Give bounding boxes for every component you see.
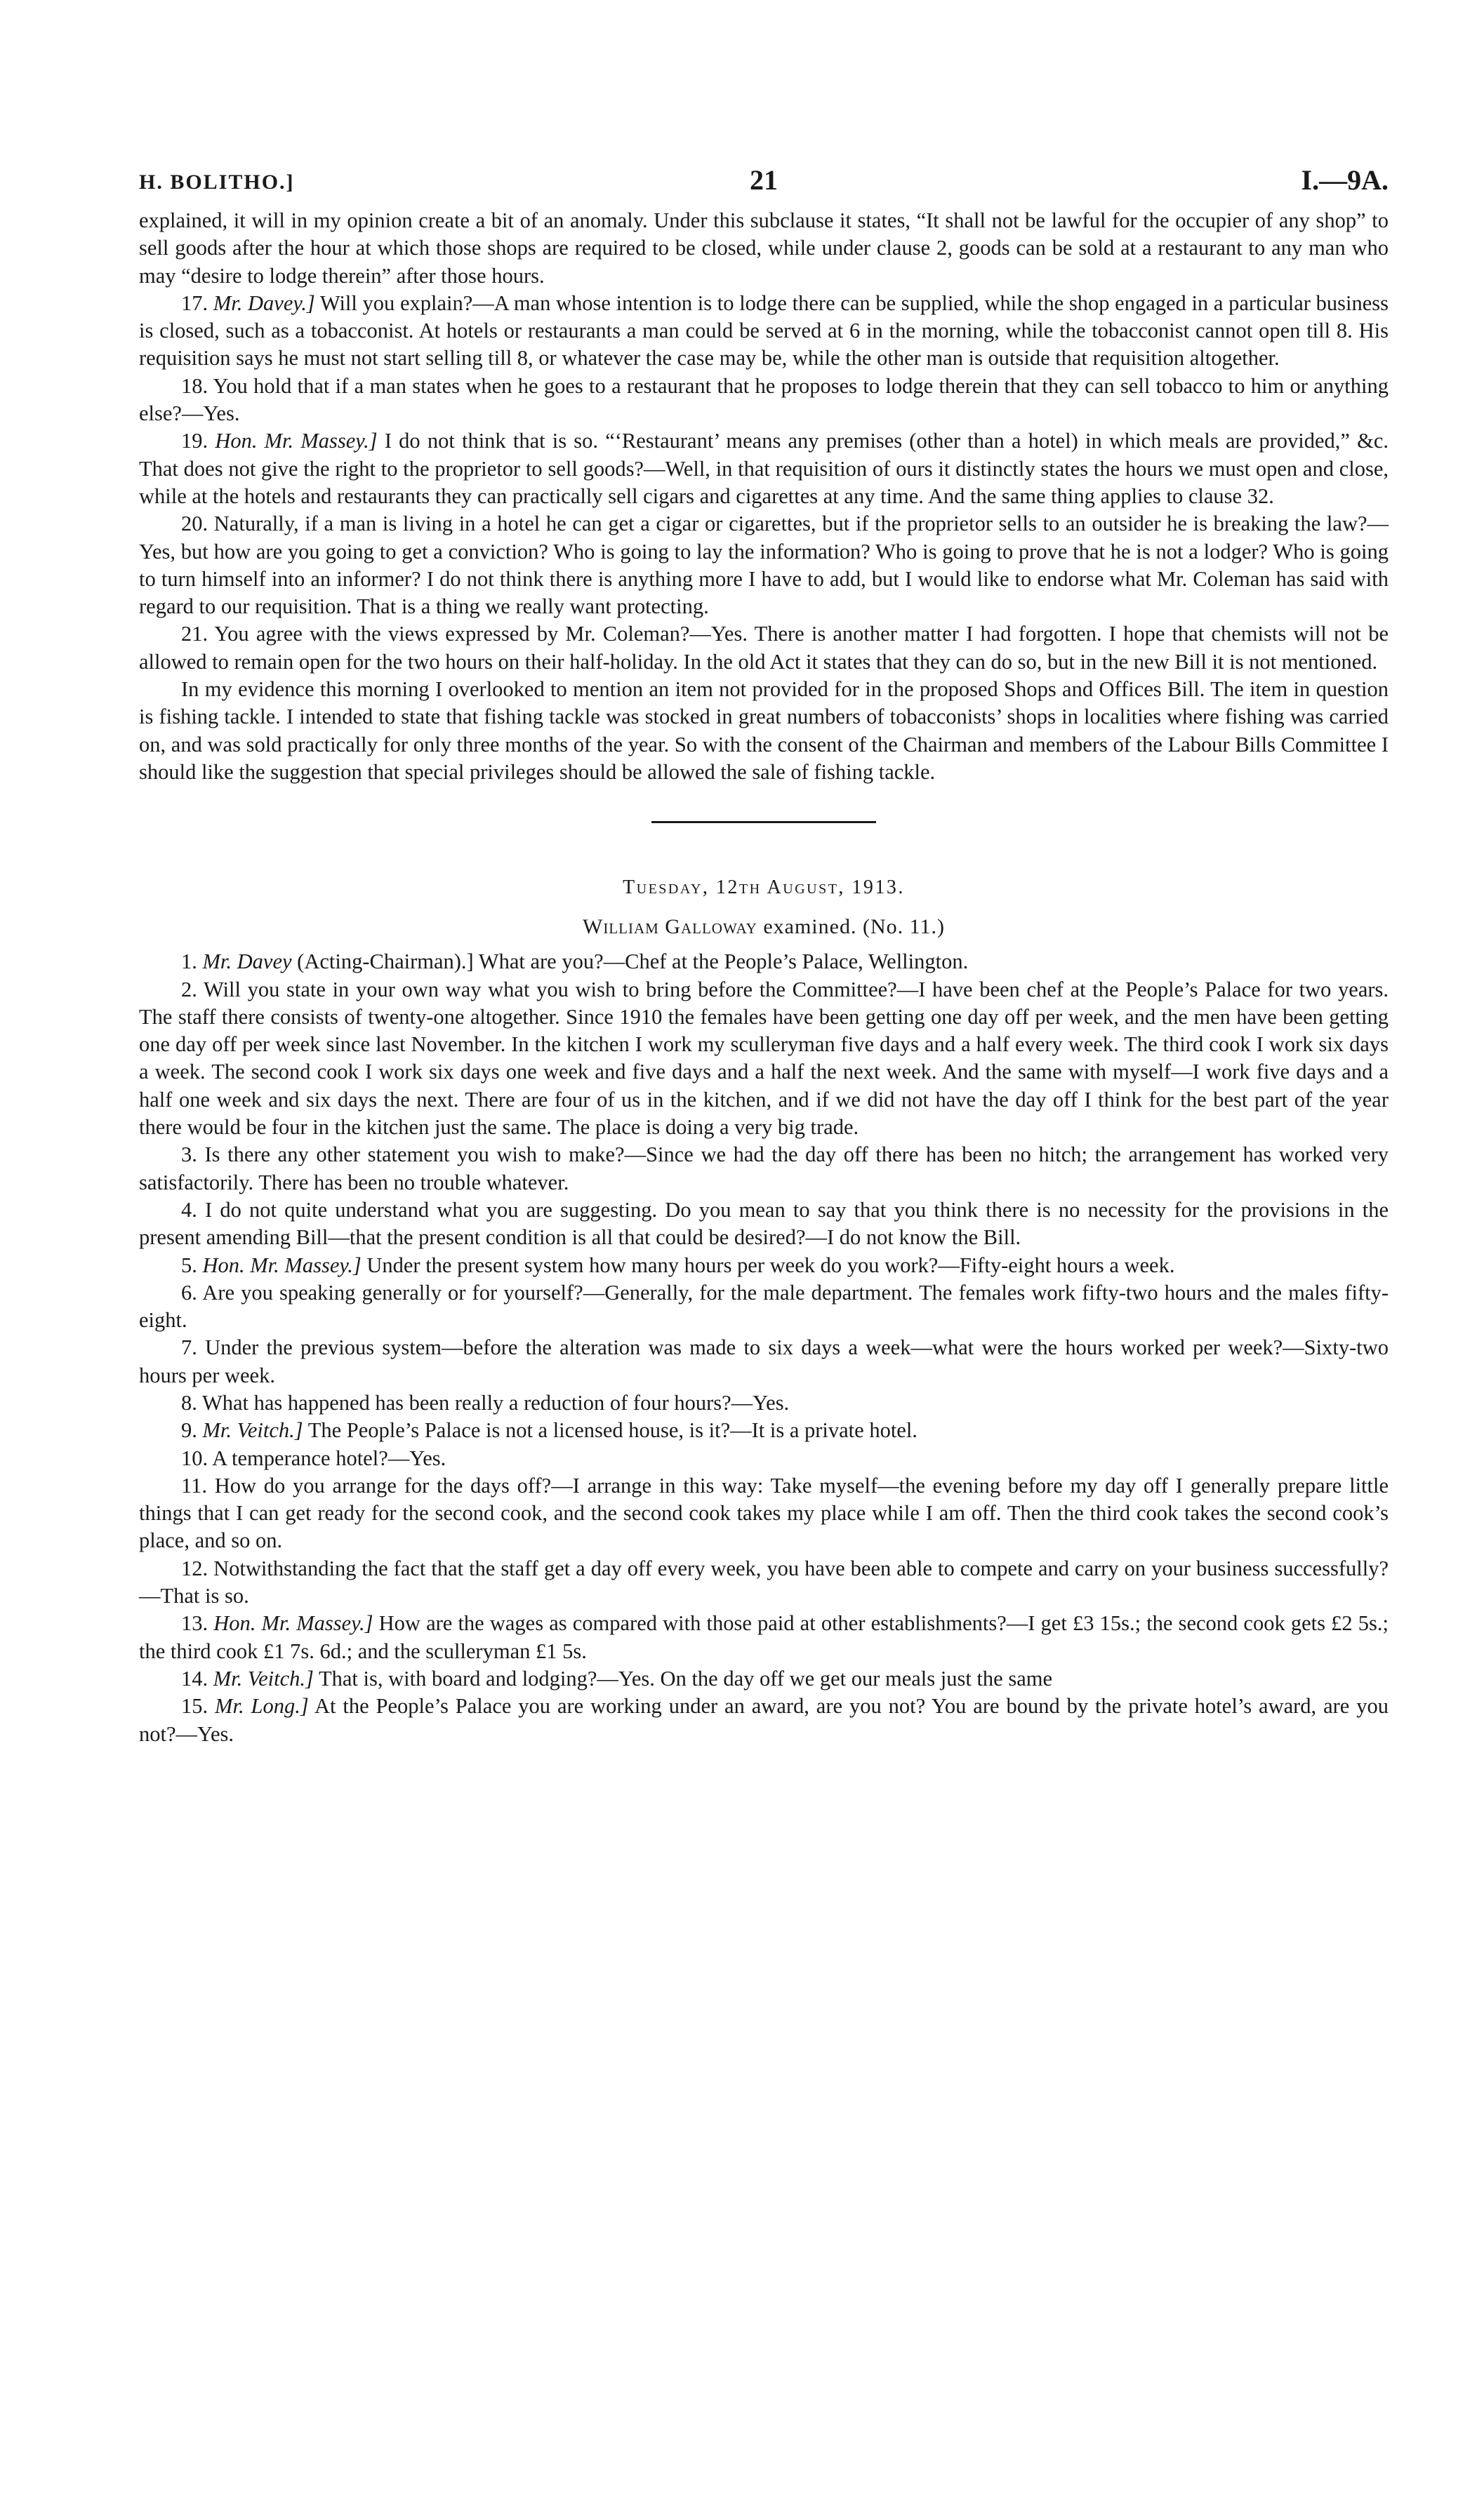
- evidence-paragraph: [139, 948, 1389, 975]
- evidence-paragraph: [139, 1610, 1389, 1665]
- evidence-paragraph: [139, 1445, 1389, 1472]
- evidence-section-galloway: [139, 948, 1389, 1748]
- speaker-name: Hon. Mr. Massey.]: [215, 429, 378, 453]
- evidence-paragraph: [139, 1279, 1389, 1335]
- question-number: 13.: [181, 1611, 208, 1636]
- paragraph-text: You hold that if a man states when he goes to a restaurant that he proposes to lodge therein that they can sell tobacco to him or anything else?—Yes.: [139, 373, 1389, 426]
- speaker-name: Hon. Mr. Massey.]: [213, 1611, 373, 1636]
- evidence-paragraph: [139, 427, 1389, 510]
- evidence-section-previous: [139, 207, 1389, 786]
- witness-name: William Galloway: [583, 915, 757, 939]
- question-number: 21.: [181, 622, 208, 646]
- paragraph-text: Will you state in your own way what you wish to bring before the Committee?—I have been chef at the People’s Palace for two years. The staff there consists of twenty-one altogether. Since 1910 the females have been getting one day off per week, and the men have been getting one day off per week since last November. In the kitchen I work my sculleryman five days and a half every week. The third cook I work six days a week. The second cook I work six days one week and five days and a half the next week. And the same with myself—I work five days and a half one week and six days the next. There are four of us in the kitchen, and if we did not have the day off I think for the best part of the year there would be four in the kitchen just the same. The place is doing a very big trade.: [139, 977, 1389, 1140]
- question-number: 6.: [181, 1280, 197, 1305]
- evidence-paragraph: [139, 1417, 1389, 1444]
- question-number: 10.: [181, 1446, 208, 1470]
- paragraph-text: I do not quite understand what you are suggesting. Do you mean to say that you think there is no necessity for the provisions in the present amending Bill—that the present condition is all that could be desired?—I do not know the Bill.: [139, 1197, 1389, 1250]
- question-number: 2.: [181, 977, 197, 1001]
- evidence-paragraph: [139, 207, 1389, 290]
- question-number: 15.: [181, 1694, 208, 1719]
- witness-examined: examined. (No. 11.): [763, 915, 945, 939]
- evidence-paragraph: [139, 510, 1389, 620]
- paragraph-text: Will you explain?—A man whose intention is to lodge there can be supplied, while the shop engaged in a particular business is closed, such as a tobacconist. At hotels or restaurants a man could be served at 6 in the morning, while the tobacconist cannot open till 8. His requisition says he must not start selling till 8, or whatever the case may be, while the other man is outside that requisition altogether.: [139, 291, 1389, 371]
- evidence-paragraph: [139, 676, 1389, 786]
- paragraph-text: What are you?—Chef at the People’s Palace, Wellington.: [478, 949, 969, 974]
- paragraph-text: Is there any other statement you wish to make?—Since we had the day off there has been no hitch; the arrangement has worked very satisfactorily. There has been no trouble whatever.: [139, 1142, 1389, 1194]
- section-divider: [651, 821, 876, 823]
- evidence-paragraph: [139, 620, 1389, 676]
- speaker-name: Mr. Veitch.]: [202, 1418, 303, 1443]
- session-date: [139, 874, 1389, 902]
- speaker-name: Mr. Long.]: [215, 1694, 309, 1719]
- evidence-paragraph: [139, 373, 1389, 428]
- paragraph-text: In my evidence this morning I overlooked to mention an item not provided for in the proposed Shops and Offices Bill. The item in question is fishing tackle. I intended to state that fishing tackle was stocked in great numbers of tobacconists’ shops in localities where fishing was carried on, and was sold practically for only three months of the year. So with the consent of the Chairman and members of the Labour Bills Committee I should like the suggestion that special privileges should be allowed the sale of fishing tackle.: [139, 677, 1389, 784]
- paragraph-text: Notwithstanding the fact that the staff get a day off every week, you have been able to compete and carry on your business successfully?—That is so.: [139, 1556, 1389, 1608]
- paragraph-text: That is, with board and lodging?—Yes. On the day off we get our meals just the same: [319, 1666, 1053, 1691]
- question-number: 7.: [181, 1335, 197, 1360]
- paragraph-text: Under the present system how many hours per week do you work?—Fifty-eight hours a week.: [366, 1253, 1175, 1277]
- paragraph-text: Naturally, if a man is living in a hotel he can get a cigar or cigarettes, but if the proprietor sells to an outsider he is breaking the law?—Yes, but how are you going to get a conviction? Who is going to lay the information? Who is going to prove that he is not a lodger? Who is going to turn himself into an informer? I do not think there is anything more I have to add, but I would like to endorse what Mr. Coleman has said with regard to our requisition. That is a thing we really want protecting.: [139, 512, 1389, 619]
- question-number: 12.: [181, 1556, 208, 1580]
- evidence-paragraph: [139, 290, 1389, 373]
- paragraph-text: At the People’s Palace you are working under an award, are you not? You are bound by the private hotel’s award, are you not?—Yes.: [139, 1694, 1389, 1746]
- question-number: 14.: [181, 1666, 208, 1691]
- document-reference: I.—9A.: [1301, 164, 1389, 196]
- page-header: [139, 158, 1389, 200]
- question-number: 4.: [181, 1197, 197, 1222]
- evidence-paragraph: [139, 1693, 1389, 1748]
- witness-header: H. BOLITHO.]: [139, 171, 295, 194]
- question-number: 8.: [181, 1390, 197, 1415]
- paragraph-text: Under the previous system—before the alteration was made to six days a week—what were the hours worked per week?—Sixty-two hours per week.: [139, 1335, 1389, 1387]
- paragraph-text: The People’s Palace is not a licensed house, is it?—It is a private hotel.: [307, 1418, 917, 1443]
- speaker-name: Hon. Mr. Massey.]: [202, 1253, 362, 1277]
- evidence-paragraph: [139, 1555, 1389, 1611]
- paragraph-text: A temperance hotel?—Yes.: [212, 1446, 446, 1470]
- speaker-name: Mr. Davey.]: [213, 291, 315, 315]
- document-page: [139, 158, 1389, 1748]
- speaker-role: (Acting-Chairman).]: [291, 949, 474, 974]
- evidence-paragraph: [139, 1196, 1389, 1252]
- paragraph-text: Are you speaking generally or for yourself?—Generally, for the male department. The females work fifty-two hours and the males fifty-eight.: [139, 1280, 1389, 1333]
- page-number: 21: [750, 164, 778, 196]
- paragraph-text: How do you arrange for the days off?—I arrange in this way: Take myself—the evening before my day off I generally prepare little things that I can get ready for the second cook, and the second cook takes my place while I am off. Then the third cook takes the second cook’s place, and so on.: [139, 1473, 1389, 1553]
- paragraph-text: I do not think that is so. “‘Restaurant’ means any premises (other than a hotel) in which meals are provided,” &c. That does not give the right to the proprietor to sell goods?—Well, in that requisition of ours it distinctly states the hours we must open and close, while at the hotels and restaurants they can practically sell cigars and cigarettes at any time. And the same thing applies to clause 32.: [139, 429, 1389, 508]
- question-number: 17.: [181, 291, 208, 315]
- evidence-paragraph: [139, 976, 1389, 1142]
- question-number: 3.: [181, 1142, 197, 1167]
- witness-heading: [139, 913, 1389, 941]
- question-number: 11.: [181, 1473, 207, 1498]
- evidence-paragraph: [139, 1141, 1389, 1196]
- question-number: 20.: [181, 512, 208, 536]
- evidence-paragraph: [139, 1334, 1389, 1389]
- evidence-paragraph: [139, 1389, 1389, 1417]
- evidence-paragraph: [139, 1472, 1389, 1555]
- question-number: 5.: [181, 1253, 197, 1277]
- evidence-paragraph: [139, 1252, 1389, 1279]
- question-number: 1.: [181, 949, 197, 974]
- paragraph-text: What has happened has been really a reduction of four hours?—Yes.: [201, 1390, 790, 1415]
- paragraph-text: How are the wages as compared with those paid at other establishments?—I get £3 15s.; the second cook gets £2 5s.; the third cook £1 7s. 6d.; and the sculleryman £1 5s.: [139, 1611, 1389, 1663]
- paragraph-text: You agree with the views expressed by Mr. Coleman?—Yes. There is another matter I had forgotten. I hope that chemists will not be allowed to remain open for the two hours on their half-holiday. In the old Act it states that they can do so, but in the new Bill it is not mentioned.: [139, 622, 1389, 674]
- session-date-text: Tuesday, 12th August, 1913.: [623, 876, 905, 899]
- question-number: 9.: [181, 1418, 197, 1443]
- paragraph-text: explained, it will in my opinion create a bit of an anomaly. Under this subclause it states, “It shall not be lawful for the occupier of any shop” to sell goods after the hour at which those shops are required to be closed, while under clause 2, goods can be sold at a restaurant to any man who may “desire to lodge therein” after those hours.: [139, 208, 1389, 288]
- speaker-name: Mr. Veitch.]: [213, 1666, 314, 1691]
- evidence-paragraph: [139, 1665, 1389, 1693]
- speaker-name: Mr. Davey: [202, 949, 292, 974]
- question-number: 18.: [181, 373, 208, 398]
- question-number: 19.: [181, 429, 208, 453]
